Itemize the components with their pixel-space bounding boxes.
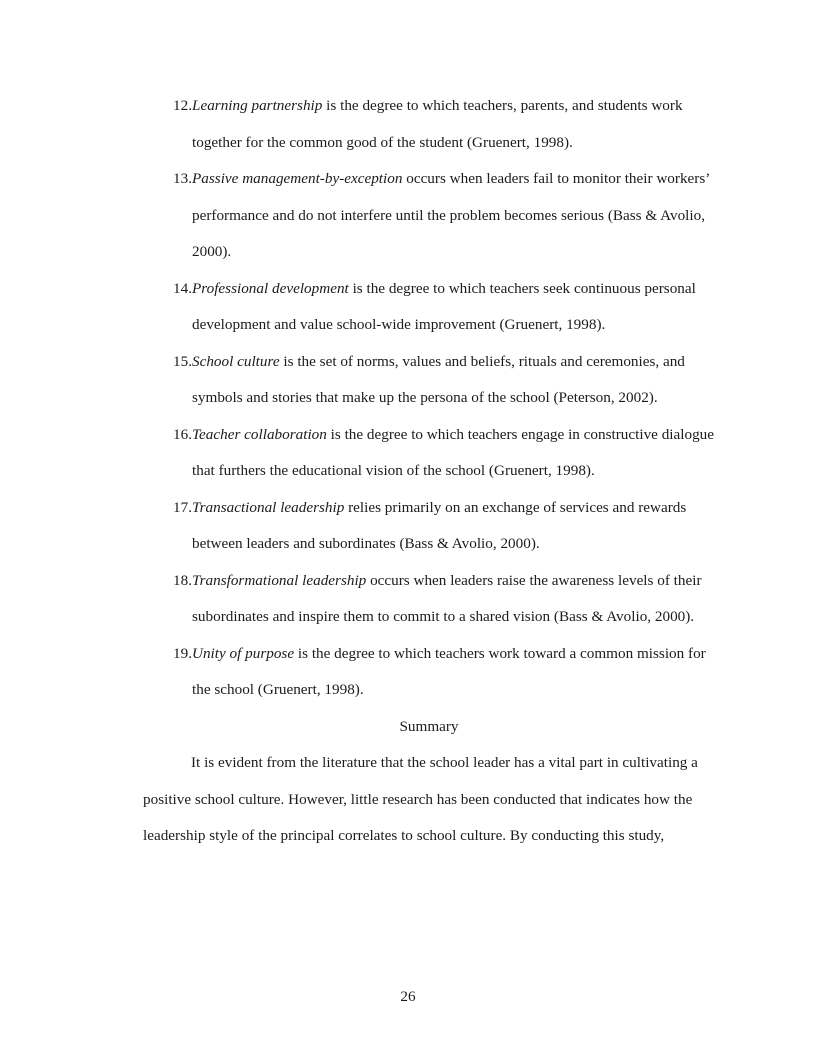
definition-term: School culture xyxy=(192,352,280,370)
definition-term: Professional development xyxy=(192,279,349,297)
definition-term: Teacher collaboration xyxy=(192,425,327,443)
definition-item-17 xyxy=(144,490,714,563)
definition-number: 14. xyxy=(173,279,192,297)
definition-item-13 xyxy=(144,161,714,271)
definition-term: Transactional leadership xyxy=(192,498,345,516)
definition-number: 12. xyxy=(173,97,192,114)
definition-number: 18. xyxy=(173,571,192,589)
definition-number: 16. xyxy=(173,425,192,443)
definition-item-19 xyxy=(144,636,714,709)
definition-body: is the degree to which teachers work toward a common mission for the school (Gruenert, 1998). xyxy=(192,644,706,698)
definition-number: 19. xyxy=(173,644,192,662)
definition-number: 13. xyxy=(173,170,192,187)
page-number: 26 xyxy=(400,988,416,1005)
summary-heading: Summary xyxy=(399,717,459,735)
definition-body: is the degree to which teachers seek continuous personal development and value school-wide improvement (Gruenert, 1998). xyxy=(192,279,696,333)
definition-item-16 xyxy=(144,417,714,490)
definition-number: 17. xyxy=(173,498,192,516)
definition-body: relies primarily on an exchange of services and rewards between leaders and subordinates (Bass & Avolio, 2000). xyxy=(192,498,687,552)
definition-item-15 xyxy=(144,344,714,417)
definition-body: is the degree to which teachers engage in constructive dialogue that furthers the educational vision of the school (Gruenert, 1998). xyxy=(192,425,714,479)
definition-body: is the degree to which teachers, parents, and students work together for the common good of the student (Gruenert, 1998). xyxy=(192,97,683,151)
definitions-list xyxy=(144,88,714,709)
definition-item-12 xyxy=(144,88,714,161)
definition-number: 15. xyxy=(173,352,192,370)
definition-body: occurs when leaders raise the awareness levels of their subordinates and inspire them to commit to a shared vision (Bass & Avolio, 2000). xyxy=(192,571,702,625)
definition-item-14 xyxy=(144,271,714,344)
definition-item-18 xyxy=(144,563,714,636)
definition-body: is the set of norms, values and beliefs, rituals and ceremonies, and symbols and stories that make up the persona of the school (Peterson, 2002). xyxy=(192,352,685,406)
definition-term: Passive management-by-exception xyxy=(192,170,403,187)
definition-term: Unity of purpose xyxy=(192,644,295,662)
definition-body: occurs when leaders fail to monitor their workers’ performance and do not interfere until the problem becomes serious (Bass & Avolio, 2000). xyxy=(192,170,710,260)
summary-paragraph: It is evident from the literature that the school leader has a vital part in cultivating a positive school culture. However, little research has been conducted that indicates how the leadership style of the principal correlates to school culture. By conducting this study, xyxy=(143,754,698,844)
page-content xyxy=(144,88,714,855)
definition-term: Learning partnership xyxy=(192,97,323,114)
definition-term: Transformational leadership xyxy=(192,571,367,589)
